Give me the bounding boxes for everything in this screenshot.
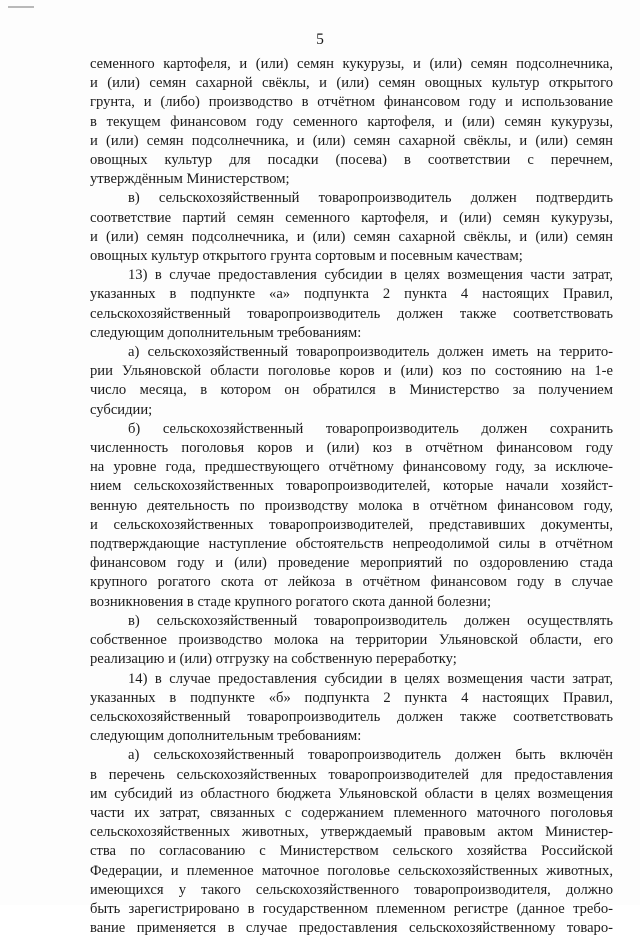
text-line: число месяца, в котором он обратился в Министерство за получением [90,382,613,399]
page-number: 5 [316,31,324,48]
text-line: а) сельскохозяйственный товаропроизводитель должен иметь на террито- [128,344,613,361]
text-line: и (или) семян подсолнечника, и (или) семян сахарной свёклы, и (или) семян [90,132,613,149]
text-line: финансовом году и (или) проведение мероприятий по оздоровлению стада [90,555,613,572]
text-line: грунта, и (либо) производство в отчётном финансовом году и использование [90,94,613,111]
text-line: семенного картофеля, и (или) семян кукурузы, и (или) семян подсолнечника, [90,56,613,72]
text-line: в) сельскохозяйственный товаропроизводитель должен подтвердить [128,190,613,207]
text-line: б) сельскохозяйственный товаропроизводитель должен сохранить [128,420,613,437]
text-line: следующим дополнительным требованиям: [90,324,362,341]
text-line: имеющихся у такого сельскохозяйственного товаропроизводителя, должно [90,881,613,898]
text-line: овощных культур открытого грунта сортовым и посевным качествам; [90,248,523,265]
text-line: нием сельскохозяйственных товаропроизводителей, которые начали хозяйст- [90,478,613,495]
scan-artifact-mark [8,6,34,8]
text-line: овощных культур для посадки (посева) в соответствии с перечнем, [90,152,613,169]
text-line: на уровне года, предшествующего отчётному финансовому году, за исключе- [90,459,613,476]
text-line: указанных в подпункте «б» подпункта 2 пункта 4 настоящих Правил, [90,689,613,706]
text-line: 13) в случае предоставления субсидии в целях возмещения части затрат, [128,267,613,284]
text-line: численность поголовья коров и (или) коз в отчётном финансовом году [90,440,613,457]
text-line: в текущем финансовом году семенного картофеля, и (или) семян кукурузы, [90,113,613,130]
text-line: соответствие партий семян семенного картофеля, и (или) семян кукурузы, [90,209,613,226]
text-line: ства по согласованию с Министерством сельского хозяйства Российской [90,843,613,860]
text-line: в) сельскохозяйственный товаропроизводитель должен осуществлять [128,612,613,629]
text-line: и (или) семян подсолнечника, и (или) семян сахарной свёклы, и (или) семян [90,228,613,245]
document-body-text [90,55,613,938]
text-line: и (или) семян сахарной свёклы, и (или) семян овощных культур открытого [90,75,613,92]
text-line: следующим дополнительным требованиям: [90,728,362,745]
text-line: быть зарегистрировано в государственном племенном регистре (данное требо- [90,900,613,917]
text-line: сельскохозяйственный товаропроизводитель должен также соответствовать [90,305,613,322]
text-line: 14) в случае предоставления субсидии в целях возмещения части затрат, [128,670,613,687]
text-line: сельскохозяйственный товаропроизводитель должен также соответствовать [90,708,613,725]
text-line: в перечень сельскохозяйственных товаропроизводителей для предоставления [90,766,613,783]
text-line: крупного рогатого скота от лейкоза в отчётном финансовом году в случае [90,574,613,591]
text-line: венную деятельность по производству молока в отчётном финансовом году, [90,497,613,514]
text-line: а) сельскохозяйственный товаропроизводитель должен быть включён [128,747,613,764]
text-line: реализацию и (или) отгрузку на собственную переработку; [90,651,457,668]
text-line: собственное производство молока на территории Ульяновской области, его [90,632,613,649]
text-line: утверждённым Министерством; [90,171,290,188]
text-line: вание применяется в случае предоставления сельскохозяйственному товаро- [90,920,613,937]
text-line: рии Ульяновской области поголовье коров и (или) коз по состоянию на 1-е [90,363,613,380]
text-line: указанных в подпункте «а» подпункта 2 пункта 4 настоящих Правил, [90,286,613,303]
text-line: части их затрат, связанных с содержанием племенного маточного поголовья [90,804,613,821]
text-line: Федерации, и племенное маточное поголовье сельскохозяйственных животных, [90,862,613,879]
text-line: субсидии; [90,401,153,418]
text-line: возникновения в стаде крупного рогатого скота данной болезни; [90,593,492,610]
text-line: и сельскохозяйственных товаропроизводителей, представивших документы, [90,516,613,533]
text-line: подтверждающие наступление обстоятельств непреодолимой силы в отчётном [90,536,613,553]
text-line: сельскохозяйственных животных, утверждаемый правовым актом Министер- [90,824,613,841]
text-line: им субсидий из областного бюджета Ульяновской области в целях возмещения [90,785,613,802]
